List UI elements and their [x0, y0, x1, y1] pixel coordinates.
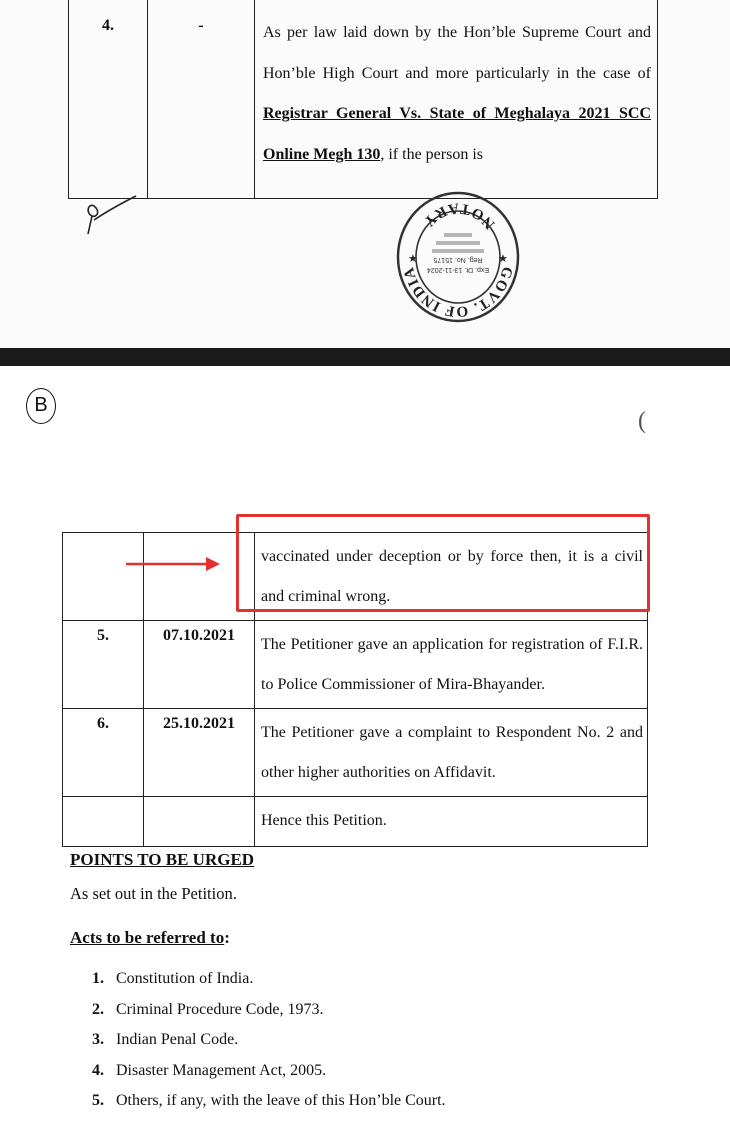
- list-item: [92, 1025, 446, 1056]
- row-text: [255, 0, 658, 199]
- list-item-number: 3.: [92, 1031, 104, 1048]
- list-item-label: Criminal Procedure Code, 1973.: [116, 1000, 324, 1018]
- list-item: [92, 1056, 446, 1087]
- list-item-number: 2.: [92, 1000, 104, 1018]
- svg-text:NOTARY: [418, 199, 499, 232]
- list-item-label: Disaster Management Act, 2005.: [116, 1061, 327, 1079]
- row-date: [144, 797, 255, 847]
- list-item-number: 1.: [92, 970, 104, 987]
- highlight-box: [236, 514, 650, 612]
- stamp-line-reg: Reg. No. 15175: [433, 256, 483, 263]
- list-item: [92, 964, 446, 995]
- page-separator: [0, 348, 730, 366]
- row-number: [63, 797, 144, 847]
- list-item-number: 4.: [92, 1061, 104, 1079]
- top-page-fragment: [0, 0, 730, 348]
- bottom-page: [0, 366, 730, 1124]
- list-item-label: Indian Penal Code.: [116, 1031, 239, 1048]
- svg-text:★: ★: [498, 253, 508, 265]
- case-citation: Registrar General Vs. State of Meghalaya 2021 SCC Online Megh 130: [263, 105, 651, 163]
- acts-list: [92, 964, 446, 1117]
- table-row: [63, 797, 648, 847]
- margin-mark: (: [638, 408, 646, 434]
- row-number: 6.: [63, 709, 144, 797]
- stamp-outer-bottom: NOTARY: [417, 199, 499, 232]
- points-text: As set out in the Petition.: [70, 884, 237, 903]
- list-item-label: Others, if any, with the leave of this Hon’ble Court.: [116, 1092, 446, 1109]
- list-item-label: Constitution of India.: [116, 970, 254, 987]
- row-date: 25.10.2021: [144, 709, 255, 797]
- stamp-outer-top: GOVT. OF INDIA: [400, 264, 516, 320]
- notary-stamp: [394, 188, 522, 326]
- row-text-after: , if the person is: [380, 145, 483, 163]
- page-marker: B: [26, 388, 56, 424]
- row-text: Hence this Petition.: [255, 797, 648, 847]
- table-row: [69, 0, 658, 199]
- row-number: 4.: [69, 0, 148, 199]
- list-item: [92, 995, 446, 1026]
- signature-mark: [82, 190, 142, 240]
- points-heading: POINTS TO BE URGED: [70, 850, 255, 869]
- acts-heading-colon: :: [224, 928, 230, 947]
- table-row: [63, 621, 648, 709]
- row-date: -: [148, 0, 255, 199]
- acts-heading: [70, 928, 230, 948]
- list-item: [92, 1086, 446, 1117]
- acts-heading-text: Acts to be referred to: [70, 928, 225, 947]
- row-text-before: As per law laid down by the Hon’ble Supreme Court and Hon’ble High Court and more particularly in the case of: [263, 24, 651, 82]
- row-date: 07.10.2021: [144, 621, 255, 709]
- list-item-number: 5.: [92, 1092, 104, 1109]
- red-arrow-icon: [126, 556, 222, 572]
- row-number: 5.: [63, 621, 144, 709]
- row-number: [63, 533, 144, 621]
- row-text: vaccinated under deception or by force then, it is a civil and criminal wrong.: [255, 533, 648, 621]
- row-text: The Petitioner gave an application for registration of F.I.R. to Police Commissioner of Mira-Bhayander.: [255, 621, 648, 709]
- svg-text:★: ★: [408, 253, 418, 265]
- row-text: The Petitioner gave a complaint to Respondent No. 2 and other higher authorities on Affidavit.: [255, 709, 648, 797]
- top-table: [68, 0, 658, 199]
- table-row: [63, 709, 648, 797]
- stamp-line-expiry: Exp. Dt. 13-11-2024: [426, 266, 490, 273]
